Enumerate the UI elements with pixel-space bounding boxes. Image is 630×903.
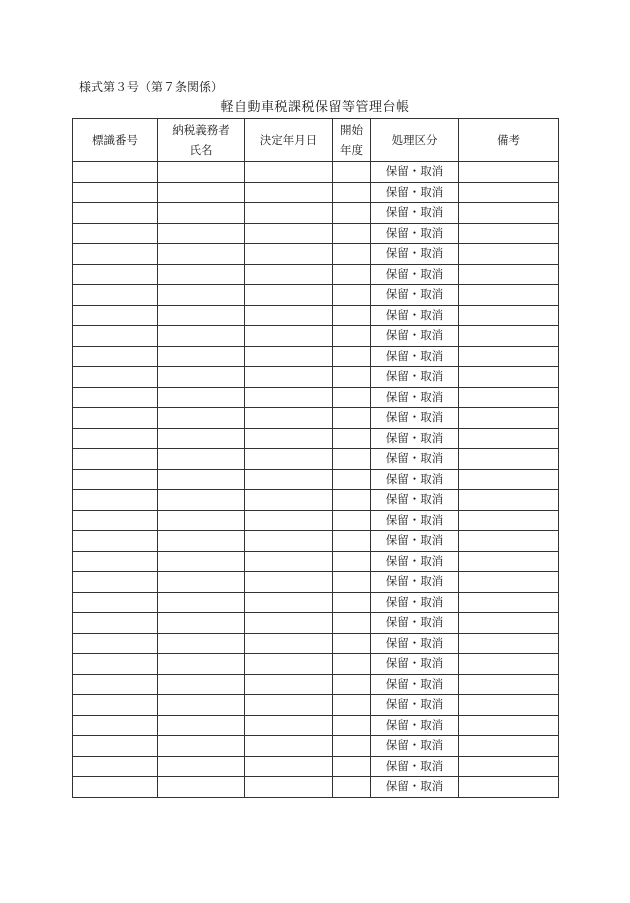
cell-plate-number [73, 633, 158, 654]
cell-plate-number [73, 572, 158, 593]
cell-decision-date [245, 162, 333, 183]
cell-start-year [333, 244, 371, 265]
cell-decision-date [245, 613, 333, 634]
cell-start-year [333, 613, 371, 634]
cell-start-year [333, 469, 371, 490]
cell-remarks [459, 674, 559, 695]
cell-processing-category: 保留・取消 [371, 203, 459, 224]
cell-taxpayer-name [158, 346, 245, 367]
table-row [73, 203, 559, 224]
table-row [73, 264, 559, 285]
cell-plate-number [73, 305, 158, 326]
cell-start-year [333, 264, 371, 285]
cell-remarks [459, 285, 559, 306]
cell-start-year [333, 449, 371, 470]
cell-plate-number [73, 736, 158, 757]
table-row [73, 715, 559, 736]
cell-taxpayer-name [158, 654, 245, 675]
cell-processing-category: 保留・取消 [371, 654, 459, 675]
cell-remarks [459, 162, 559, 183]
header-decision-date: 決定年月日 [245, 119, 333, 162]
cell-taxpayer-name [158, 756, 245, 777]
cell-taxpayer-name [158, 408, 245, 429]
cell-decision-date [245, 449, 333, 470]
cell-processing-category: 保留・取消 [371, 428, 459, 449]
cell-plate-number [73, 592, 158, 613]
cell-processing-category: 保留・取消 [371, 715, 459, 736]
cell-start-year [333, 654, 371, 675]
cell-decision-date [245, 654, 333, 675]
cell-taxpayer-name [158, 449, 245, 470]
cell-plate-number [73, 367, 158, 388]
cell-remarks [459, 428, 559, 449]
cell-start-year [333, 551, 371, 572]
cell-processing-category: 保留・取消 [371, 613, 459, 634]
cell-taxpayer-name [158, 510, 245, 531]
document-title: 軽自動車税課税保留等管理台帳 [220, 100, 410, 115]
cell-decision-date [245, 674, 333, 695]
header-row [73, 119, 559, 162]
header-taxpayer-name-line2: 氏名 [189, 143, 213, 157]
form-number: 様式第３号（第７条関係） [79, 80, 224, 94]
table-row [73, 531, 559, 552]
ledger-table [72, 118, 559, 798]
cell-start-year [333, 223, 371, 244]
cell-taxpayer-name [158, 182, 245, 203]
cell-taxpayer-name [158, 387, 245, 408]
cell-remarks [459, 551, 559, 572]
cell-processing-category: 保留・取消 [371, 531, 459, 552]
table-row [73, 777, 559, 798]
cell-taxpayer-name [158, 736, 245, 757]
cell-start-year [333, 674, 371, 695]
cell-decision-date [245, 777, 333, 798]
cell-remarks [459, 203, 559, 224]
cell-processing-category: 保留・取消 [371, 510, 459, 531]
header-start-year-line2: 年度 [340, 143, 363, 157]
cell-start-year [333, 715, 371, 736]
cell-decision-date [245, 285, 333, 306]
cell-taxpayer-name [158, 613, 245, 634]
cell-processing-category: 保留・取消 [371, 367, 459, 388]
cell-processing-category: 保留・取消 [371, 182, 459, 203]
table-row [73, 367, 559, 388]
cell-remarks [459, 264, 559, 285]
table-row [73, 285, 559, 306]
cell-processing-category: 保留・取消 [371, 592, 459, 613]
table-row [73, 305, 559, 326]
cell-plate-number [73, 203, 158, 224]
cell-processing-category: 保留・取消 [371, 408, 459, 429]
cell-processing-category: 保留・取消 [371, 285, 459, 306]
cell-taxpayer-name [158, 777, 245, 798]
cell-start-year [333, 510, 371, 531]
cell-remarks [459, 346, 559, 367]
cell-decision-date [245, 633, 333, 654]
cell-start-year [333, 162, 371, 183]
cell-decision-date [245, 326, 333, 347]
table-row [73, 736, 559, 757]
cell-taxpayer-name [158, 633, 245, 654]
cell-remarks [459, 367, 559, 388]
table-row [73, 510, 559, 531]
table-row [73, 551, 559, 572]
cell-plate-number [73, 551, 158, 572]
cell-decision-date [245, 244, 333, 265]
cell-taxpayer-name [158, 223, 245, 244]
table-row [73, 244, 559, 265]
cell-plate-number [73, 428, 158, 449]
cell-taxpayer-name [158, 469, 245, 490]
cell-start-year [333, 387, 371, 408]
cell-remarks [459, 613, 559, 634]
cell-start-year [333, 367, 371, 388]
table-row [73, 674, 559, 695]
cell-taxpayer-name [158, 592, 245, 613]
cell-remarks [459, 326, 559, 347]
cell-processing-category: 保留・取消 [371, 387, 459, 408]
header-taxpayer-name-line1: 納税義務者 [172, 123, 230, 137]
cell-decision-date [245, 592, 333, 613]
cell-processing-category: 保留・取消 [371, 449, 459, 470]
cell-start-year [333, 592, 371, 613]
cell-taxpayer-name [158, 572, 245, 593]
table-row [73, 613, 559, 634]
cell-processing-category: 保留・取消 [371, 736, 459, 757]
cell-decision-date [245, 264, 333, 285]
cell-plate-number [73, 531, 158, 552]
cell-start-year [333, 695, 371, 716]
cell-plate-number [73, 674, 158, 695]
cell-decision-date [245, 387, 333, 408]
cell-plate-number [73, 654, 158, 675]
cell-remarks [459, 654, 559, 675]
cell-processing-category: 保留・取消 [371, 244, 459, 265]
table-row [73, 633, 559, 654]
cell-processing-category: 保留・取消 [371, 633, 459, 654]
table-row [73, 695, 559, 716]
cell-decision-date [245, 367, 333, 388]
cell-plate-number [73, 162, 158, 183]
cell-processing-category: 保留・取消 [371, 469, 459, 490]
cell-processing-category: 保留・取消 [371, 346, 459, 367]
cell-decision-date [245, 756, 333, 777]
cell-remarks [459, 715, 559, 736]
cell-decision-date [245, 203, 333, 224]
cell-start-year [333, 531, 371, 552]
table-row [73, 223, 559, 244]
cell-plate-number [73, 182, 158, 203]
cell-decision-date [245, 572, 333, 593]
cell-start-year [333, 572, 371, 593]
cell-decision-date [245, 695, 333, 716]
cell-processing-category: 保留・取消 [371, 264, 459, 285]
cell-plate-number [73, 387, 158, 408]
cell-plate-number [73, 777, 158, 798]
cell-plate-number [73, 756, 158, 777]
cell-decision-date [245, 469, 333, 490]
cell-start-year [333, 326, 371, 347]
cell-start-year [333, 305, 371, 326]
cell-taxpayer-name [158, 326, 245, 347]
table-row [73, 592, 559, 613]
cell-decision-date [245, 531, 333, 552]
table-row [73, 408, 559, 429]
cell-decision-date [245, 551, 333, 572]
cell-remarks [459, 223, 559, 244]
cell-start-year [333, 182, 371, 203]
cell-remarks [459, 449, 559, 470]
cell-start-year [333, 777, 371, 798]
cell-decision-date [245, 305, 333, 326]
cell-taxpayer-name [158, 695, 245, 716]
cell-decision-date [245, 428, 333, 449]
header-processing-category: 処理区分 [371, 119, 459, 162]
ledger-body [73, 162, 559, 798]
cell-decision-date [245, 736, 333, 757]
cell-remarks [459, 633, 559, 654]
cell-processing-category: 保留・取消 [371, 572, 459, 593]
cell-remarks [459, 469, 559, 490]
cell-remarks [459, 756, 559, 777]
header-remarks: 備考 [459, 119, 559, 162]
cell-remarks [459, 387, 559, 408]
cell-taxpayer-name [158, 367, 245, 388]
cell-plate-number [73, 490, 158, 511]
cell-remarks [459, 305, 559, 326]
cell-start-year [333, 490, 371, 511]
cell-decision-date [245, 182, 333, 203]
cell-taxpayer-name [158, 490, 245, 511]
cell-remarks [459, 695, 559, 716]
table-row [73, 162, 559, 183]
cell-taxpayer-name [158, 162, 245, 183]
cell-taxpayer-name [158, 531, 245, 552]
cell-processing-category: 保留・取消 [371, 162, 459, 183]
table-row [73, 346, 559, 367]
cell-remarks [459, 182, 559, 203]
cell-remarks [459, 592, 559, 613]
cell-processing-category: 保留・取消 [371, 223, 459, 244]
cell-taxpayer-name [158, 264, 245, 285]
cell-taxpayer-name [158, 244, 245, 265]
cell-start-year [333, 756, 371, 777]
cell-plate-number [73, 223, 158, 244]
cell-remarks [459, 531, 559, 552]
cell-taxpayer-name [158, 428, 245, 449]
cell-plate-number [73, 346, 158, 367]
cell-processing-category: 保留・取消 [371, 551, 459, 572]
cell-plate-number [73, 613, 158, 634]
cell-start-year [333, 428, 371, 449]
table-row [73, 449, 559, 470]
cell-plate-number [73, 326, 158, 347]
cell-decision-date [245, 408, 333, 429]
cell-plate-number [73, 264, 158, 285]
cell-taxpayer-name [158, 285, 245, 306]
cell-taxpayer-name [158, 305, 245, 326]
table-row [73, 490, 559, 511]
cell-remarks [459, 408, 559, 429]
cell-plate-number [73, 449, 158, 470]
table-row [73, 387, 559, 408]
cell-processing-category: 保留・取消 [371, 695, 459, 716]
cell-remarks [459, 736, 559, 757]
cell-taxpayer-name [158, 715, 245, 736]
cell-decision-date [245, 715, 333, 736]
cell-start-year [333, 633, 371, 654]
cell-start-year [333, 736, 371, 757]
cell-start-year [333, 346, 371, 367]
cell-processing-category: 保留・取消 [371, 490, 459, 511]
header-start-year [333, 119, 371, 162]
cell-processing-category: 保留・取消 [371, 756, 459, 777]
table-row [73, 182, 559, 203]
cell-decision-date [245, 510, 333, 531]
cell-decision-date [245, 490, 333, 511]
cell-remarks [459, 777, 559, 798]
cell-start-year [333, 203, 371, 224]
cell-remarks [459, 490, 559, 511]
cell-taxpayer-name [158, 551, 245, 572]
cell-plate-number [73, 695, 158, 716]
cell-plate-number [73, 715, 158, 736]
table-row [73, 654, 559, 675]
cell-plate-number [73, 285, 158, 306]
table-row [73, 572, 559, 593]
cell-decision-date [245, 223, 333, 244]
cell-processing-category: 保留・取消 [371, 674, 459, 695]
cell-processing-category: 保留・取消 [371, 305, 459, 326]
cell-start-year [333, 408, 371, 429]
header-start-year-line1: 開始 [340, 123, 363, 137]
cell-taxpayer-name [158, 674, 245, 695]
cell-taxpayer-name [158, 203, 245, 224]
cell-remarks [459, 510, 559, 531]
cell-processing-category: 保留・取消 [371, 326, 459, 347]
cell-plate-number [73, 510, 158, 531]
header-taxpayer-name [158, 119, 245, 162]
cell-plate-number [73, 244, 158, 265]
cell-remarks [459, 244, 559, 265]
table-row [73, 428, 559, 449]
cell-plate-number [73, 408, 158, 429]
table-row [73, 469, 559, 490]
cell-plate-number [73, 469, 158, 490]
cell-remarks [459, 572, 559, 593]
table-row [73, 756, 559, 777]
cell-start-year [333, 285, 371, 306]
cell-processing-category: 保留・取消 [371, 777, 459, 798]
header-plate-number: 標識番号 [73, 119, 158, 162]
cell-decision-date [245, 346, 333, 367]
table-row [73, 326, 559, 347]
